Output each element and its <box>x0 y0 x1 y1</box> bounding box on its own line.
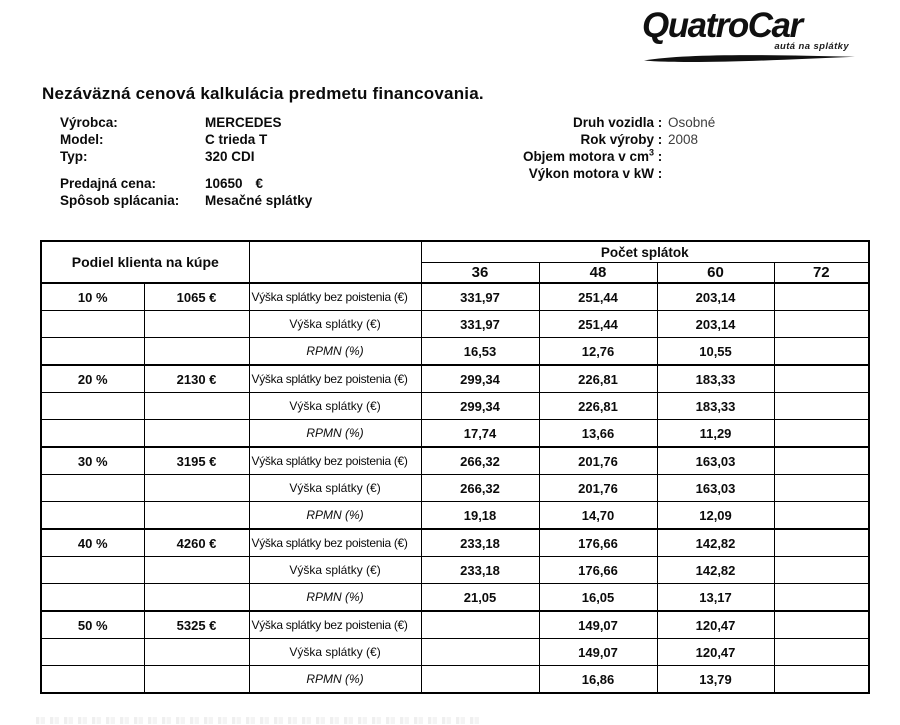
value-48-months: 176,66 <box>539 529 657 557</box>
value-60-months: 10,55 <box>657 338 774 366</box>
table-row <box>41 475 869 502</box>
value-48-months: 201,76 <box>539 475 657 502</box>
client-share-amount-cell <box>144 502 249 530</box>
value-36-months: 19,18 <box>421 502 539 530</box>
spec-value: 320 CDI <box>205 149 255 164</box>
table-row <box>41 639 869 666</box>
row-metric-label: Výška splátky bez poistenia (€) <box>249 447 421 475</box>
value-48-months: 251,44 <box>539 311 657 338</box>
table-row <box>41 365 869 393</box>
table-row <box>41 393 869 420</box>
row-metric-label: Výška splátky (€) <box>249 557 421 584</box>
client-share-amount-cell <box>144 475 249 502</box>
value-60-months: 120,47 <box>657 611 774 639</box>
row-metric-label: RPMN (%) <box>249 584 421 612</box>
value-60-months: 120,47 <box>657 639 774 666</box>
table-row <box>41 611 869 639</box>
client-share-amount-cell: 4260 € <box>144 529 249 557</box>
header-empty-cell <box>249 241 421 283</box>
detail-vehicle-kind <box>478 114 715 131</box>
value-48-months: 16,86 <box>539 666 657 694</box>
value-60-months: 183,33 <box>657 365 774 393</box>
row-metric-label: Výška splátky (€) <box>249 639 421 666</box>
term-48-months: 48 <box>539 263 657 284</box>
table-row <box>41 447 869 475</box>
value-48-months: 16,05 <box>539 584 657 612</box>
value-36-months <box>421 666 539 694</box>
client-share-amount-cell <box>144 420 249 448</box>
value-36-months: 299,34 <box>421 365 539 393</box>
client-share-amount-cell: 3195 € <box>144 447 249 475</box>
value-72-months <box>774 475 869 502</box>
spec-value: Mesačné splátky <box>205 193 313 208</box>
colon: : <box>657 149 663 164</box>
value-72-months <box>774 611 869 639</box>
row-metric-label: Výška splátky bez poistenia (€) <box>249 283 421 311</box>
detail-label: Objem motora v $cm^3$ <box>522 147 654 164</box>
term-72-months: 72 <box>774 263 869 284</box>
client-share-amount-cell: 1065 € <box>144 283 249 311</box>
quatrocar-logo <box>642 7 860 63</box>
header-client-share: Podiel klienta na kúpe <box>41 241 249 283</box>
row-metric-label: RPMN (%) <box>249 338 421 366</box>
detail-value <box>666 165 715 182</box>
table-row <box>41 502 869 530</box>
value-72-months <box>774 447 869 475</box>
value-36-months: 331,97 <box>421 283 539 311</box>
value-60-months: 183,33 <box>657 393 774 420</box>
client-share-percent-cell <box>41 393 144 420</box>
client-share-amount-cell: 5325 € <box>144 611 249 639</box>
value-72-months <box>774 365 869 393</box>
value-36-months: 16,53 <box>421 338 539 366</box>
value-72-months <box>774 529 869 557</box>
vehicle-details-block <box>478 114 715 182</box>
spec-label: Model: <box>60 132 104 147</box>
detail-label: Druh vozidla <box>572 115 654 130</box>
client-share-percent-cell: 10 % <box>41 283 144 311</box>
term-60-months: 60 <box>657 263 774 284</box>
value-48-months: 13,66 <box>539 420 657 448</box>
superscript: 3 <box>648 147 654 158</box>
value-72-months <box>774 584 869 612</box>
value-36-months: 331,97 <box>421 311 539 338</box>
colon: : <box>657 166 663 181</box>
spec-value: C trieda T <box>205 132 268 147</box>
value-60-months: 13,79 <box>657 666 774 694</box>
client-share-amount-cell <box>144 666 249 694</box>
spec-type <box>60 148 312 165</box>
spec-sale-price <box>60 175 312 192</box>
spec-label: Predajná cena: <box>60 176 157 191</box>
client-share-percent-cell <box>41 502 144 530</box>
value-48-months: 201,76 <box>539 447 657 475</box>
value-48-months: 149,07 <box>539 611 657 639</box>
row-metric-label: RPMN (%) <box>249 666 421 694</box>
value-36-months <box>421 639 539 666</box>
value-60-months: 142,82 <box>657 529 774 557</box>
value-72-months <box>774 502 869 530</box>
client-share-percent-cell: 30 % <box>41 447 144 475</box>
vehicle-info-block <box>60 114 312 209</box>
financing-table-wrapper <box>40 240 870 694</box>
row-metric-label: Výška splátky (€) <box>249 393 421 420</box>
row-metric-label: Výška splátky bez poistenia (€) <box>249 611 421 639</box>
detail-label: Výkon motora v kW <box>528 166 654 181</box>
value-72-months <box>774 311 869 338</box>
spec-label: Spôsob splácania: <box>60 193 180 208</box>
value-36-months: 266,32 <box>421 447 539 475</box>
value-72-months <box>774 393 869 420</box>
client-share-amount-cell <box>144 338 249 366</box>
table-header-row-1 <box>41 241 869 263</box>
client-share-percent-cell: 40 % <box>41 529 144 557</box>
client-share-percent-cell <box>41 338 144 366</box>
client-share-amount-cell <box>144 639 249 666</box>
euro-sign: € <box>255 176 264 191</box>
value-48-months: 176,66 <box>539 557 657 584</box>
value-36-months: 233,18 <box>421 529 539 557</box>
spec-manufacturer <box>60 114 312 131</box>
value-36-months: 17,74 <box>421 420 539 448</box>
client-share-percent-cell <box>41 475 144 502</box>
value-60-months: 13,17 <box>657 584 774 612</box>
client-share-percent-cell <box>41 666 144 694</box>
row-metric-label: RPMN (%) <box>249 502 421 530</box>
detail-value: Osobné <box>668 115 716 130</box>
value-72-months <box>774 639 869 666</box>
value-60-months: 203,14 <box>657 283 774 311</box>
spec-value: MERCEDES <box>205 115 282 130</box>
value-72-months <box>774 666 869 694</box>
row-metric-label: Výška splátky bez poistenia (€) <box>249 365 421 393</box>
client-share-percent-cell: 20 % <box>41 365 144 393</box>
row-metric-label: Výška splátky (€) <box>249 311 421 338</box>
value-60-months: 12,09 <box>657 502 774 530</box>
value-48-months: 12,76 <box>539 338 657 366</box>
table-row <box>41 338 869 366</box>
spec-payment-method <box>60 192 312 209</box>
client-share-amount-cell <box>144 311 249 338</box>
value-36-months <box>421 611 539 639</box>
detail-engine-power <box>478 165 715 182</box>
detail-value: 2008 <box>668 132 699 147</box>
value-60-months: 163,03 <box>657 447 774 475</box>
financing-table <box>40 240 870 694</box>
value-48-months: 226,81 <box>539 393 657 420</box>
value-48-months: 251,44 <box>539 283 657 311</box>
table-row <box>41 666 869 694</box>
client-share-percent-cell: 50 % <box>41 611 144 639</box>
price-amount: 10650 <box>205 176 243 191</box>
spec-value <box>205 175 263 192</box>
value-60-months: 11,29 <box>657 420 774 448</box>
value-48-months: 226,81 <box>539 365 657 393</box>
value-60-months: 142,82 <box>657 557 774 584</box>
value-36-months: 299,34 <box>421 393 539 420</box>
header-installment-count: Počet splátok <box>421 241 869 263</box>
table-row <box>41 557 869 584</box>
value-36-months: 233,18 <box>421 557 539 584</box>
value-48-months: 149,07 <box>539 639 657 666</box>
logo-wordmark: QuatroCar <box>642 6 802 45</box>
table-row <box>41 420 869 448</box>
value-72-months <box>774 283 869 311</box>
spec-label: Typ: <box>60 149 88 164</box>
value-72-months <box>774 338 869 366</box>
colon: : <box>657 132 663 147</box>
client-share-percent-cell <box>41 557 144 584</box>
row-metric-label: RPMN (%) <box>249 420 421 448</box>
spec-model <box>60 131 312 148</box>
client-share-amount-cell: 2130 € <box>144 365 249 393</box>
value-48-months: 14,70 <box>539 502 657 530</box>
value-72-months <box>774 557 869 584</box>
client-share-percent-cell <box>41 584 144 612</box>
table-row <box>41 529 869 557</box>
table-row <box>41 584 869 612</box>
term-36-months: 36 <box>421 263 539 284</box>
row-metric-label: Výška splátky bez poistenia (€) <box>249 529 421 557</box>
value-60-months: 203,14 <box>657 311 774 338</box>
value-60-months: 163,03 <box>657 475 774 502</box>
detail-value <box>666 148 715 165</box>
value-36-months: 21,05 <box>421 584 539 612</box>
client-share-percent-cell <box>41 420 144 448</box>
table-row <box>41 311 869 338</box>
client-share-amount-cell <box>144 584 249 612</box>
logo-tagline: autá na splátky <box>774 41 849 52</box>
row-metric-label: Výška splátky (€) <box>249 475 421 502</box>
spec-label: Výrobca: <box>60 115 118 130</box>
client-share-amount-cell <box>144 557 249 584</box>
client-share-percent-cell <box>41 311 144 338</box>
page-title: Nezáväzná cenová kalkulácia predmetu financovania. <box>42 84 484 103</box>
detail-label: Rok výroby <box>580 132 654 147</box>
table-row <box>41 283 869 311</box>
detail-production-year <box>478 131 715 148</box>
client-share-amount-cell <box>144 393 249 420</box>
detail-engine-volume <box>478 148 715 165</box>
value-36-months: 266,32 <box>421 475 539 502</box>
cutoff-text-remnant <box>36 717 481 724</box>
colon: : <box>657 115 663 130</box>
logo-swoosh-icon <box>642 52 858 66</box>
value-72-months <box>774 420 869 448</box>
client-share-percent-cell <box>41 639 144 666</box>
